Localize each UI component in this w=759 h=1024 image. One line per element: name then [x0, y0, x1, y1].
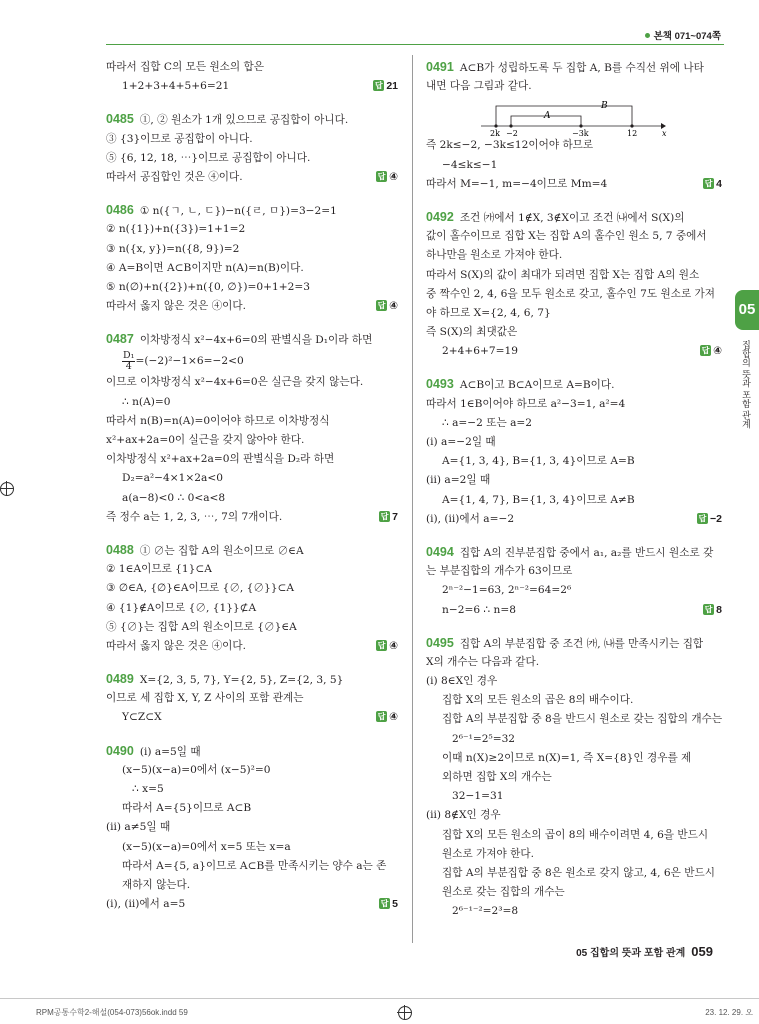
- solution-line: [426, 304, 722, 323]
- line-text: 따라서 S(X)의 값이 최대가 되려면 집합 X는 집합 A의 원소: [426, 268, 700, 281]
- axis-label: x: [662, 129, 667, 137]
- line-text: ② n({1})+n({3})=1+1=2: [106, 223, 246, 236]
- line-text: (x−5)(x−a)=0에서 (x−5)²=0: [122, 763, 271, 776]
- line-text: ⑤ {6, 12, 18, ⋯}이므로 공집합이 아니다.: [106, 151, 311, 164]
- solution-line: [426, 672, 722, 691]
- line-text: (i) 8∈X인 경우: [426, 675, 498, 688]
- line-text: a(a−8)<0 ∴ 0<a<8: [122, 491, 226, 504]
- line-text: ⑤ {∅}는 집합 A의 원소이므로 {∅}∈A: [106, 620, 297, 633]
- fraction-numerator: D₁: [123, 349, 135, 361]
- problem-heading-line: [426, 543, 722, 562]
- solution-line: [106, 278, 398, 297]
- line-text: ③ ∅∈A, {∅}∈A이므로 {∅, {∅}}⊂A: [106, 582, 294, 595]
- line-text: 원소로 갖는 집합의 개수는: [442, 886, 565, 899]
- solution-line: [426, 902, 722, 921]
- problem-number: 0490: [106, 743, 134, 758]
- answer-mark: [703, 175, 722, 194]
- right-column: [426, 58, 722, 922]
- line-text: A⊂B이고 B⊂A이므로 A=B이다.: [459, 379, 615, 392]
- answer-badge-icon: 답: [701, 346, 710, 356]
- line-text: 2ⁿ⁻²−1=63, 2ⁿ⁻²=64=2⁶: [442, 584, 572, 597]
- solution-line: [426, 77, 722, 96]
- problem-heading-line: [426, 634, 722, 653]
- answer-badge-icon: 답: [380, 899, 389, 909]
- tick-label: −3k: [572, 129, 589, 137]
- line-text: (i) a=−2일 때: [426, 436, 496, 448]
- solution-line: [106, 761, 398, 780]
- solution-line: [106, 130, 398, 149]
- solution-line: [426, 323, 722, 342]
- line-text: 이므로 이차방정식 x²−4x+6=0은 실근을 갖지 않는다.: [106, 376, 364, 389]
- answer-badge-icon: 답: [377, 301, 386, 311]
- line-text: 이므로 세 집합 X, Y, Z 사이의 포함 관계는: [106, 692, 304, 705]
- answer-mark: [697, 510, 722, 529]
- line-text: 원소로 가져야 한다.: [442, 847, 534, 860]
- line-text: A={1, 4, 7}, B={1, 3, 4}이므로 A≠B: [442, 493, 635, 506]
- number-line-diagram: [426, 96, 722, 136]
- line-text: 값이 홀수이므로 집합 X는 집합 A의 홀수인 원소 5, 7 중에서: [426, 230, 707, 243]
- chapter-tab: 05: [735, 290, 759, 330]
- solution-line: [426, 266, 722, 285]
- answer-badge-icon: 답: [374, 81, 383, 91]
- spacer: [426, 361, 722, 375]
- spacer: [106, 316, 398, 330]
- answer-mark: [376, 297, 398, 316]
- line-text: (i), (ii)에서 a=5: [106, 898, 186, 911]
- line-text: 중 짝수인 2, 4, 6을 모두 원소로 갖고, 홀수인 7도 원소로 가져: [426, 287, 716, 300]
- tick-label: 2k: [490, 129, 500, 137]
- solution-line: [106, 838, 398, 857]
- solution-line: [426, 749, 722, 768]
- spacer: [426, 620, 722, 634]
- answer-badge-icon: 답: [704, 178, 713, 188]
- problem-heading-line: [426, 208, 722, 227]
- page-number: 059: [691, 944, 713, 959]
- tick-point: [579, 125, 582, 128]
- solution-line: [426, 414, 722, 433]
- line-text: 따라서 n(B)=n(A)=0이어야 하므로 이차방정식: [106, 414, 330, 427]
- answer-mark: [376, 708, 398, 727]
- solution-line: [426, 710, 722, 729]
- answer-value: −2: [710, 512, 722, 525]
- tick-label: 12: [627, 129, 638, 137]
- answer-value: 5: [392, 898, 398, 911]
- spacer: [106, 728, 398, 742]
- problem-number: 0491: [426, 60, 454, 74]
- line-text: (i), (ii)에서 a=−2: [426, 512, 515, 525]
- solution-line: [106, 799, 398, 818]
- problem-number: 0488: [106, 542, 134, 557]
- problem-number: 0495: [426, 635, 454, 650]
- solution-line: [426, 691, 722, 710]
- line-text: 이때 n(X)≥2이므로 n(X)=1, 즉 X={8}인 경우를 제: [442, 751, 692, 764]
- spacer: [106, 656, 398, 670]
- problem-heading-line: [106, 541, 398, 560]
- solution-line: [106, 689, 398, 708]
- line-text: 집합 A의 진부분집합 중에서 a₁, a₂를 반드시 원소로 갖: [459, 546, 714, 559]
- line-text: 조건 ㈎에서 1∉X, 3∉X이고 조건 ㈏에서 S(X)의: [459, 211, 685, 224]
- solution-line: [426, 864, 722, 883]
- solution-line: [106, 818, 398, 837]
- line-text: 는 부분집합의 개수가 63이므로: [426, 565, 573, 578]
- line-text: (x−5)(x−a)=0에서 x=5 또는 x=a: [122, 840, 291, 853]
- line-text: =(−2)²−1×6=−2<0: [135, 355, 244, 368]
- problem-heading-line: [106, 330, 398, 349]
- solution-line: [106, 450, 398, 469]
- left-column: [106, 58, 398, 914]
- line-text: (ii) a=2일 때: [426, 474, 491, 487]
- fraction-denominator: 4: [125, 360, 132, 372]
- problem-number: 0485: [106, 112, 134, 127]
- line-text: ④ A=B이면 A⊂B이지만 n(A)=n(B)이다.: [106, 261, 304, 274]
- solution-line: [426, 491, 722, 510]
- answer-value: ④: [389, 711, 398, 724]
- line-text: ①, ② 원소가 1개 있으므로 공집합이 아니다.: [139, 114, 349, 127]
- line-text: 집합 X의 모든 원소의 곱이 8의 배수이려면 4, 6을 반드시: [442, 828, 709, 841]
- line-text: 집합 A의 부분집합 중 8은 원소로 갖지 않고, 4, 6은 반드시: [442, 866, 715, 879]
- solution-line: [106, 780, 398, 799]
- answer-value: 21: [386, 80, 398, 93]
- line-text: 따라서 A={5, a}이므로 A⊂B를 만족시키는 양수 a는 존: [122, 859, 387, 872]
- answer-badge-icon: 답: [377, 712, 386, 722]
- solution-line: [426, 581, 722, 600]
- line-text: 집합 A의 부분집합 중 조건 ㈎, ㈏를 만족시키는 집합: [459, 637, 704, 650]
- line-text: 내면 다음 그림과 같다.: [426, 80, 532, 93]
- solution-line: [106, 599, 398, 618]
- column-divider: [412, 55, 413, 943]
- line-text: 집합 A의 부분집합 중 8을 반드시 원소로 갖는 집합의 개수는: [442, 713, 722, 726]
- registration-mark: [0, 482, 14, 496]
- problem-number: 0489: [106, 672, 134, 687]
- line-text: 1+2+3+4+5+6=21: [122, 80, 230, 93]
- solution-line: [106, 579, 398, 598]
- solution-line: [426, 342, 722, 361]
- answer-badge-icon: 답: [377, 640, 386, 650]
- page-footer: [576, 944, 713, 959]
- solution-line: [106, 560, 398, 579]
- line-text: ∴ a=−2 또는 a=2: [442, 416, 533, 429]
- line-text: 즉 2k≤−2, −3k≤12이어야 하므로: [426, 139, 594, 152]
- solution-line: [106, 708, 398, 727]
- tick-point: [509, 125, 512, 128]
- line-text: ⑤ n(∅)+n({2})+n({0, ∅})=0+1+2=3: [106, 280, 310, 293]
- solution-line: [426, 826, 722, 845]
- solution-line: [106, 469, 398, 488]
- solution-line: [106, 373, 398, 392]
- solution-line: [426, 601, 722, 620]
- solution-line: [426, 227, 722, 246]
- answer-mark: [703, 601, 722, 620]
- problem-heading-line: [106, 110, 398, 129]
- answer-mark: [376, 168, 398, 187]
- answer-mark: [379, 508, 398, 527]
- print-timestamp: 23. 12. 29. 오: [705, 1008, 753, 1017]
- solution-line: [106, 508, 398, 527]
- line-text: 이차방정식 x²−4x+6=0의 판별식을 D₁이라 하면: [139, 334, 373, 347]
- line-text: ∴ n(A)=0: [122, 395, 171, 408]
- answer-badge-icon: 답: [377, 171, 386, 181]
- line-text: 즉 정수 a는 1, 2, 3, ⋯, 7의 7개이다.: [106, 510, 283, 523]
- line-text: ③ n({x, y})=n({8, 9})=2: [106, 242, 240, 255]
- answer-badge-icon: 답: [380, 511, 389, 521]
- line-text: 따라서 옳지 않은 것은 ④이다.: [106, 300, 246, 313]
- line-text: (ii) a≠5일 때: [106, 821, 171, 834]
- solution-line: [106, 259, 398, 278]
- header-rule: [106, 44, 724, 45]
- solution-line: [426, 768, 722, 787]
- line-text: ③ {3}이므로 공집합이 아니다.: [106, 132, 253, 145]
- answer-value: 8: [716, 603, 722, 616]
- label-b: B: [601, 101, 608, 112]
- line-text: n−2=6 ∴ n=8: [442, 603, 516, 616]
- spacer: [426, 194, 722, 208]
- line-text: ∴ x=5: [132, 783, 164, 795]
- line-text: 집합 X의 모든 원소의 곱은 8의 배수이다.: [442, 694, 634, 707]
- solution-line: [426, 806, 722, 825]
- problem-number: 0487: [106, 332, 134, 347]
- line-text: ① ∅는 집합 A의 원소이므로 ∅∈A: [139, 544, 304, 557]
- answer-value: 4: [716, 177, 722, 190]
- line-text: 외하면 집합 X의 개수는: [442, 771, 552, 783]
- line-text: D₂=a²−4×1×2a<0: [122, 472, 223, 485]
- solution-line: [426, 787, 722, 806]
- problem-heading-line: [426, 375, 722, 394]
- line-text: 야 하므로 X={2, 4, 6, 7}: [426, 306, 551, 319]
- spacer: [106, 527, 398, 541]
- solution-line: [426, 653, 722, 672]
- solution-line: [426, 452, 722, 471]
- problem-heading-line: [106, 201, 398, 220]
- solution-line: [426, 175, 722, 194]
- problem-number: 0492: [426, 209, 454, 224]
- answer-mark: [700, 342, 722, 361]
- solution-line: [426, 883, 722, 902]
- line-text: 따라서 옳지 않은 것은 ④이다.: [106, 639, 246, 652]
- solution-line: [106, 149, 398, 168]
- solution-line: [426, 562, 722, 581]
- answer-badge-icon: 답: [698, 513, 707, 523]
- line-text: x²+ax+2a=0이 실근을 갖지 않아야 한다.: [106, 434, 305, 446]
- solution-line: [426, 845, 722, 864]
- line-text: (i) a=5일 때: [139, 745, 201, 758]
- line-text: 2+4+6+7=19: [442, 345, 518, 358]
- solution-line: [106, 77, 398, 96]
- solution-line: [426, 156, 722, 175]
- line-text: 하나만을 원소로 가져야 한다.: [426, 249, 563, 262]
- line-text: −4≤k≤−1: [442, 158, 498, 171]
- chapter-side-title: 집합의 뜻과 포함 관계: [741, 340, 751, 429]
- problem-number: 0486: [106, 203, 134, 218]
- solution-line: [106, 297, 398, 316]
- solution-line: [426, 285, 722, 304]
- line-text: ① n({ㄱ, ㄴ, ㄷ})−n({ㄹ, ㅁ})=3−2=1: [139, 205, 337, 218]
- answer-value: ④: [389, 639, 398, 652]
- tick-point: [494, 125, 497, 128]
- line-text: 따라서 M=−1, m=−4이므로 Mm=4: [426, 177, 608, 190]
- footer-title: 05 집합의 뜻과 포함 관계: [576, 948, 686, 959]
- print-filename: RPM공통수학2-해설(054-073)56ok.indd 59: [36, 1008, 188, 1017]
- line-text: 32−1=31: [452, 790, 504, 803]
- problem-heading-line: [426, 58, 722, 77]
- answer-value: ④: [389, 170, 398, 183]
- problem-number: 0494: [426, 544, 454, 559]
- line-text: (ii) 8∉X인 경우: [426, 809, 501, 822]
- number-line-svg: [426, 96, 722, 136]
- solution-line: [106, 168, 398, 187]
- line-text: 2⁶⁻¹=2⁵=32: [452, 732, 516, 745]
- solution-line: [106, 618, 398, 637]
- problem-number: 0493: [426, 377, 454, 392]
- solution-line: [106, 857, 398, 876]
- spacer: [106, 187, 398, 201]
- solution-line: [426, 471, 722, 490]
- fraction: [122, 351, 135, 372]
- line-text: X={2, 3, 5, 7}, Y={2, 5}, Z={2, 3, 5}: [139, 674, 344, 687]
- tick-point: [630, 125, 633, 128]
- answer-mark: [379, 895, 398, 914]
- line-text: 따라서 공집합인 것은 ④이다.: [106, 170, 243, 183]
- solution-line: [426, 433, 722, 452]
- solution-line: [426, 730, 722, 749]
- line-text: A={1, 3, 4}, B={1, 3, 4}이므로 A=B: [442, 455, 635, 468]
- solution-line: [426, 246, 722, 265]
- solution-line: [106, 220, 398, 239]
- solution-line: [106, 876, 398, 895]
- solution-line: [106, 349, 398, 373]
- tick-label: −2: [506, 129, 518, 137]
- line-text: ② 1∈A이므로 {1}⊂A: [106, 563, 212, 576]
- registration-mark: [398, 1006, 412, 1020]
- solution-line: [426, 395, 722, 414]
- section-reference: 본책 071~074쪽: [645, 28, 721, 42]
- answer-value: 7: [392, 510, 398, 523]
- spacer: [106, 96, 398, 110]
- solution-line: [426, 510, 722, 529]
- line-text: Y⊂Z⊂X: [122, 711, 162, 724]
- line-text: 즉 S(X)의 최댓값은: [426, 326, 518, 339]
- answer-value: ④: [389, 300, 398, 313]
- answer-value: ④: [713, 345, 722, 358]
- problem-heading-line: [106, 670, 398, 689]
- solution-line: [106, 58, 398, 77]
- trim-line: [0, 998, 759, 999]
- line-text: 이차방정식 x²+ax+2a=0의 판별식을 D₂라 하면: [106, 453, 335, 466]
- line-text: 따라서 1∈B이어야 하므로 a²−3=1, a²=4: [426, 397, 626, 410]
- line-text: 재하지 않는다.: [122, 878, 191, 891]
- line-text: 따라서 A={5}이므로 A⊂B: [122, 802, 252, 815]
- line-text: X의 개수는 다음과 같다.: [426, 655, 540, 668]
- label-a: A: [544, 111, 551, 122]
- answer-mark: [376, 637, 398, 656]
- solution-line: [426, 136, 722, 155]
- problem-heading-line: [106, 742, 398, 761]
- solution-line: [106, 431, 398, 450]
- solution-line: [106, 393, 398, 412]
- line-text: ④ {1}∉A이므로 {∅, {1}}⊄A: [106, 601, 257, 614]
- solution-line: [106, 637, 398, 656]
- line-text: 2⁶⁻¹⁻²=2³=8: [452, 905, 519, 918]
- line-text: A⊂B가 성립하도록 두 집합 A, B를 수직선 위에 나타: [459, 62, 704, 74]
- solution-line: [106, 895, 398, 914]
- solution-line: [106, 240, 398, 259]
- solution-line: [106, 489, 398, 508]
- line-text: 따라서 집합 C의 모든 원소의 합은: [106, 61, 264, 73]
- answer-badge-icon: 답: [704, 604, 713, 614]
- spacer: [426, 529, 722, 543]
- answer-mark: [373, 77, 398, 96]
- solution-line: [106, 412, 398, 431]
